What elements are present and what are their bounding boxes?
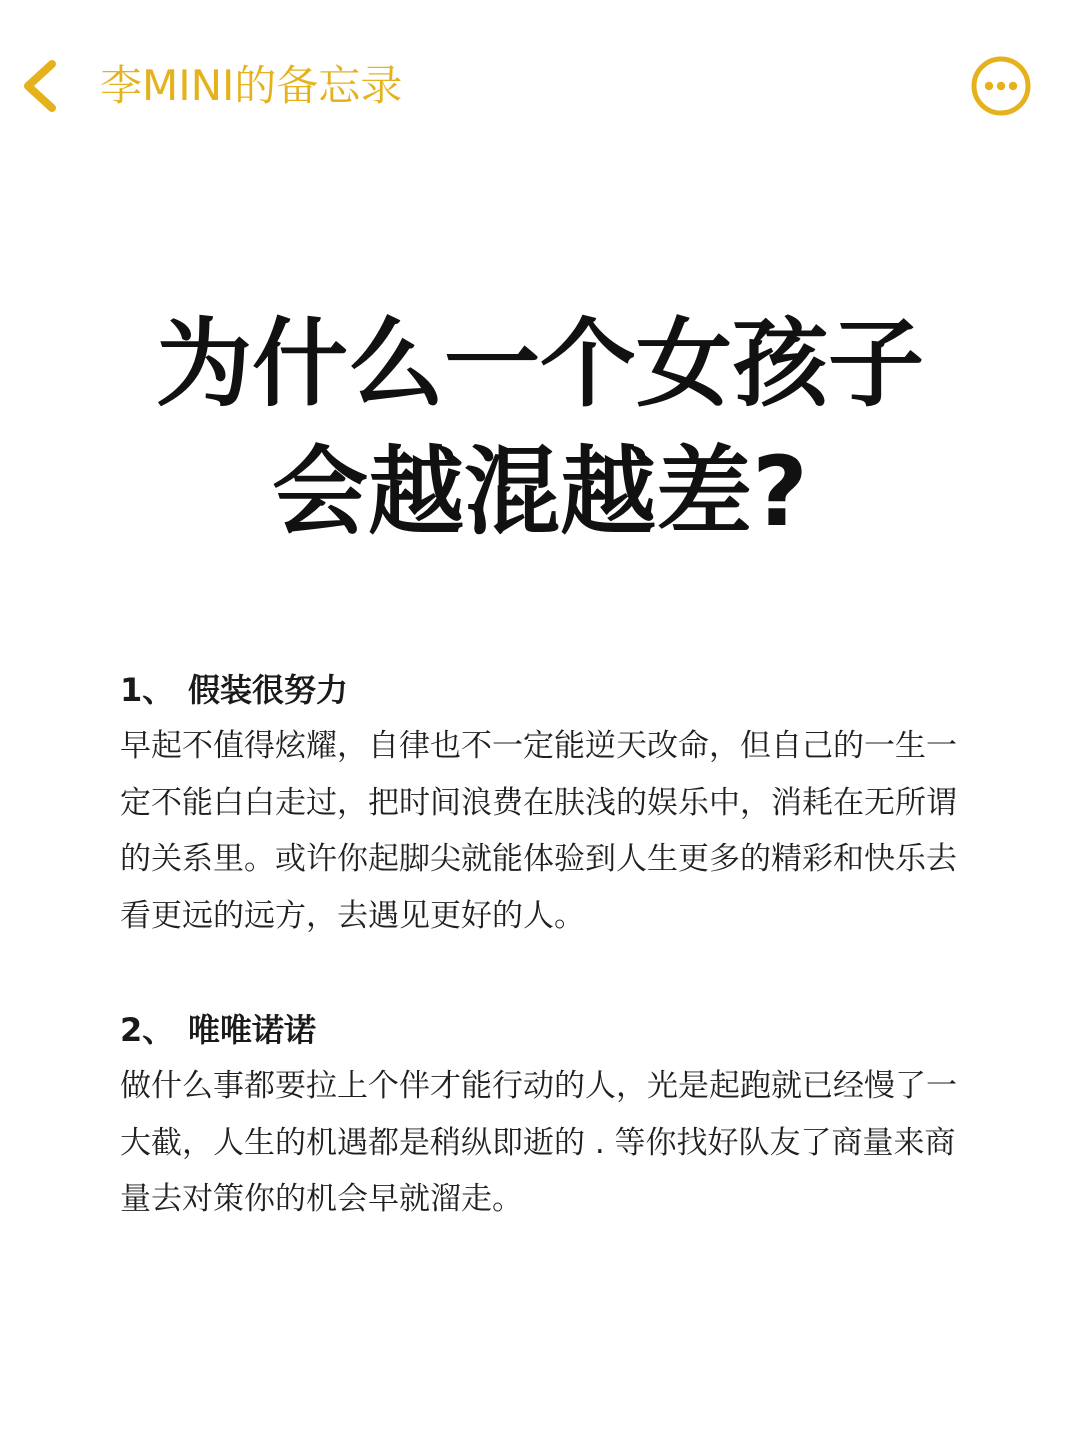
section-heading — [120, 1002, 980, 1058]
more-options-button[interactable] — [970, 55, 1032, 117]
note-content — [120, 662, 980, 1228]
section-number: 2、 — [120, 1011, 175, 1049]
headline — [0, 300, 1080, 556]
chevron-left-icon — [18, 56, 68, 116]
section-title: 唯唯诺诺 — [188, 1011, 317, 1049]
more-horizontal-circle-icon — [970, 55, 1032, 117]
page-title: 李MINI的备忘录 — [100, 61, 403, 110]
headline-line-1: 为什么一个女孩子 — [156, 308, 924, 420]
section-number: 1、 — [120, 671, 175, 709]
section-heading — [120, 662, 980, 718]
section-1 — [120, 662, 980, 944]
navigation-bar — [0, 0, 1080, 170]
back-button[interactable] — [18, 56, 68, 116]
section-title: 假装很努力 — [188, 671, 349, 709]
section-2 — [120, 1002, 980, 1228]
section-body: 做什么事都要拉上个伴才能行动的人，光是起跑就已经慢了一大截，人生的机遇都是稍纵即逝的 . 等你找好队友了商量来商量去对策你的机会早就溜走。 — [120, 1068, 957, 1217]
headline-line-2: 会越混越差? — [272, 436, 808, 548]
section-body: 早起不值得炫耀，自律也不一定能逆天改命，但自己的一生一定不能白白走过，把时间浪费在肤浅的娱乐中，消耗在无所谓的关系里。或许你起脚尖就能体验到人生更多的精彩和快乐去看更远的远方，去遇见更好的人。 — [120, 728, 957, 934]
